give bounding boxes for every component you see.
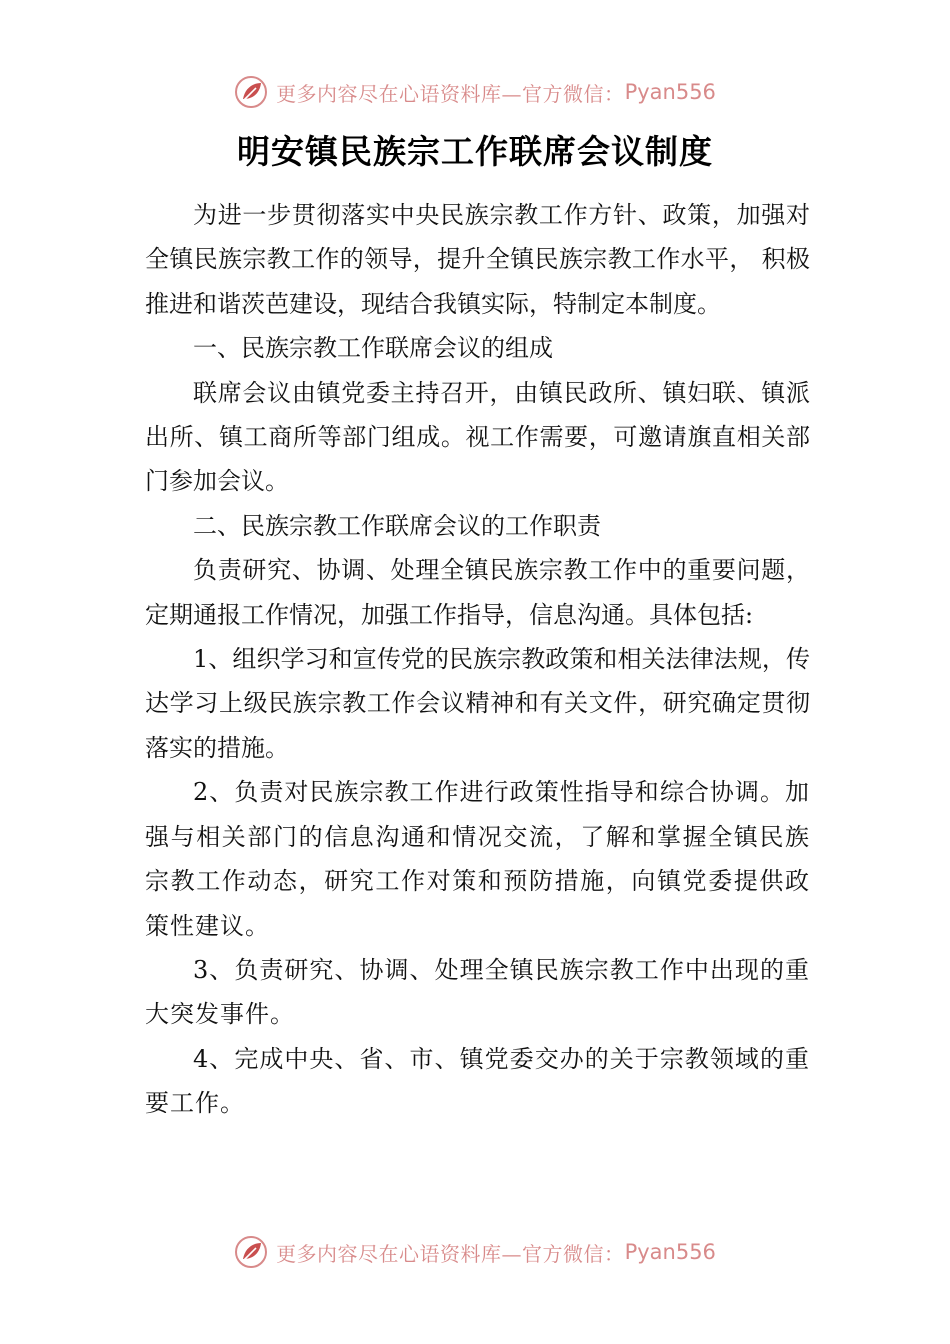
paragraph-duties-overview: 负责研究、协调、处理全镇民族宗教工作中的重要问题，定期通报工作情况，加强工作指导，信息沟通。具体包括: <box>145 556 810 629</box>
leaf-logo-icon <box>234 75 268 109</box>
paragraph-duty-2: 2、负责对民族宗教工作进行政策性指导和综合协调。加强与相关部门的信息沟通和情况交流，了解和掌握全镇民族宗教工作动态，研究工作对策和预防措施，向镇党委提供政策性建议。 <box>145 778 810 940</box>
document-title: 明安镇民族宗工作联席会议制度 <box>237 132 713 171</box>
leaf-logo-icon <box>234 1235 268 1269</box>
watermark-wechat-id: Pyan556 <box>624 1240 716 1264</box>
paragraph-composition: 联席会议由镇党委主持召开，由镇民政所、镇妇联、镇派出所、镇工商所等部门组成。视工作需要，可邀请旗直相关部门参加会议。 <box>145 378 810 496</box>
watermark-wechat-id: Pyan556 <box>624 80 716 104</box>
section-heading-duties: 二、民族宗教工作联席会议的工作职责 <box>193 511 601 540</box>
paragraph-duty-3: 3、负责研究、协调、处理全镇民族宗教工作中出现的重大突发事件。 <box>145 955 810 1029</box>
watermark-text: 更多内容尽在心语资料库—官方微信： <box>276 1241 625 1266</box>
paragraph-intro: 为进一步贯彻落实中央民族宗教工作方针、政策，加强对全镇民族宗教工作的领导，提升全镇民族宗教工作水平， 积极推进和谐茨芭建设，现结合我镇实际，特制定本制度。 <box>145 201 810 318</box>
header-watermark <box>0 72 950 112</box>
document-body <box>145 193 810 1126</box>
section-heading-composition: 一、民族宗教工作联席会议的组成 <box>193 334 553 363</box>
watermark-text: 更多内容尽在心语资料库—官方微信： <box>276 81 625 106</box>
paragraph-duty-1: 1、组织学习和宣传党的民族宗教政策和相关法律法规，传达学习上级民族宗教工作会议精神和有关文件，研究确定贯彻落实的措施。 <box>145 645 810 762</box>
paragraph-duty-4: 4、完成中央、省、市、镇党委交办的关于宗教领域的重要工作。 <box>145 1044 810 1118</box>
footer-watermark <box>0 1232 950 1272</box>
